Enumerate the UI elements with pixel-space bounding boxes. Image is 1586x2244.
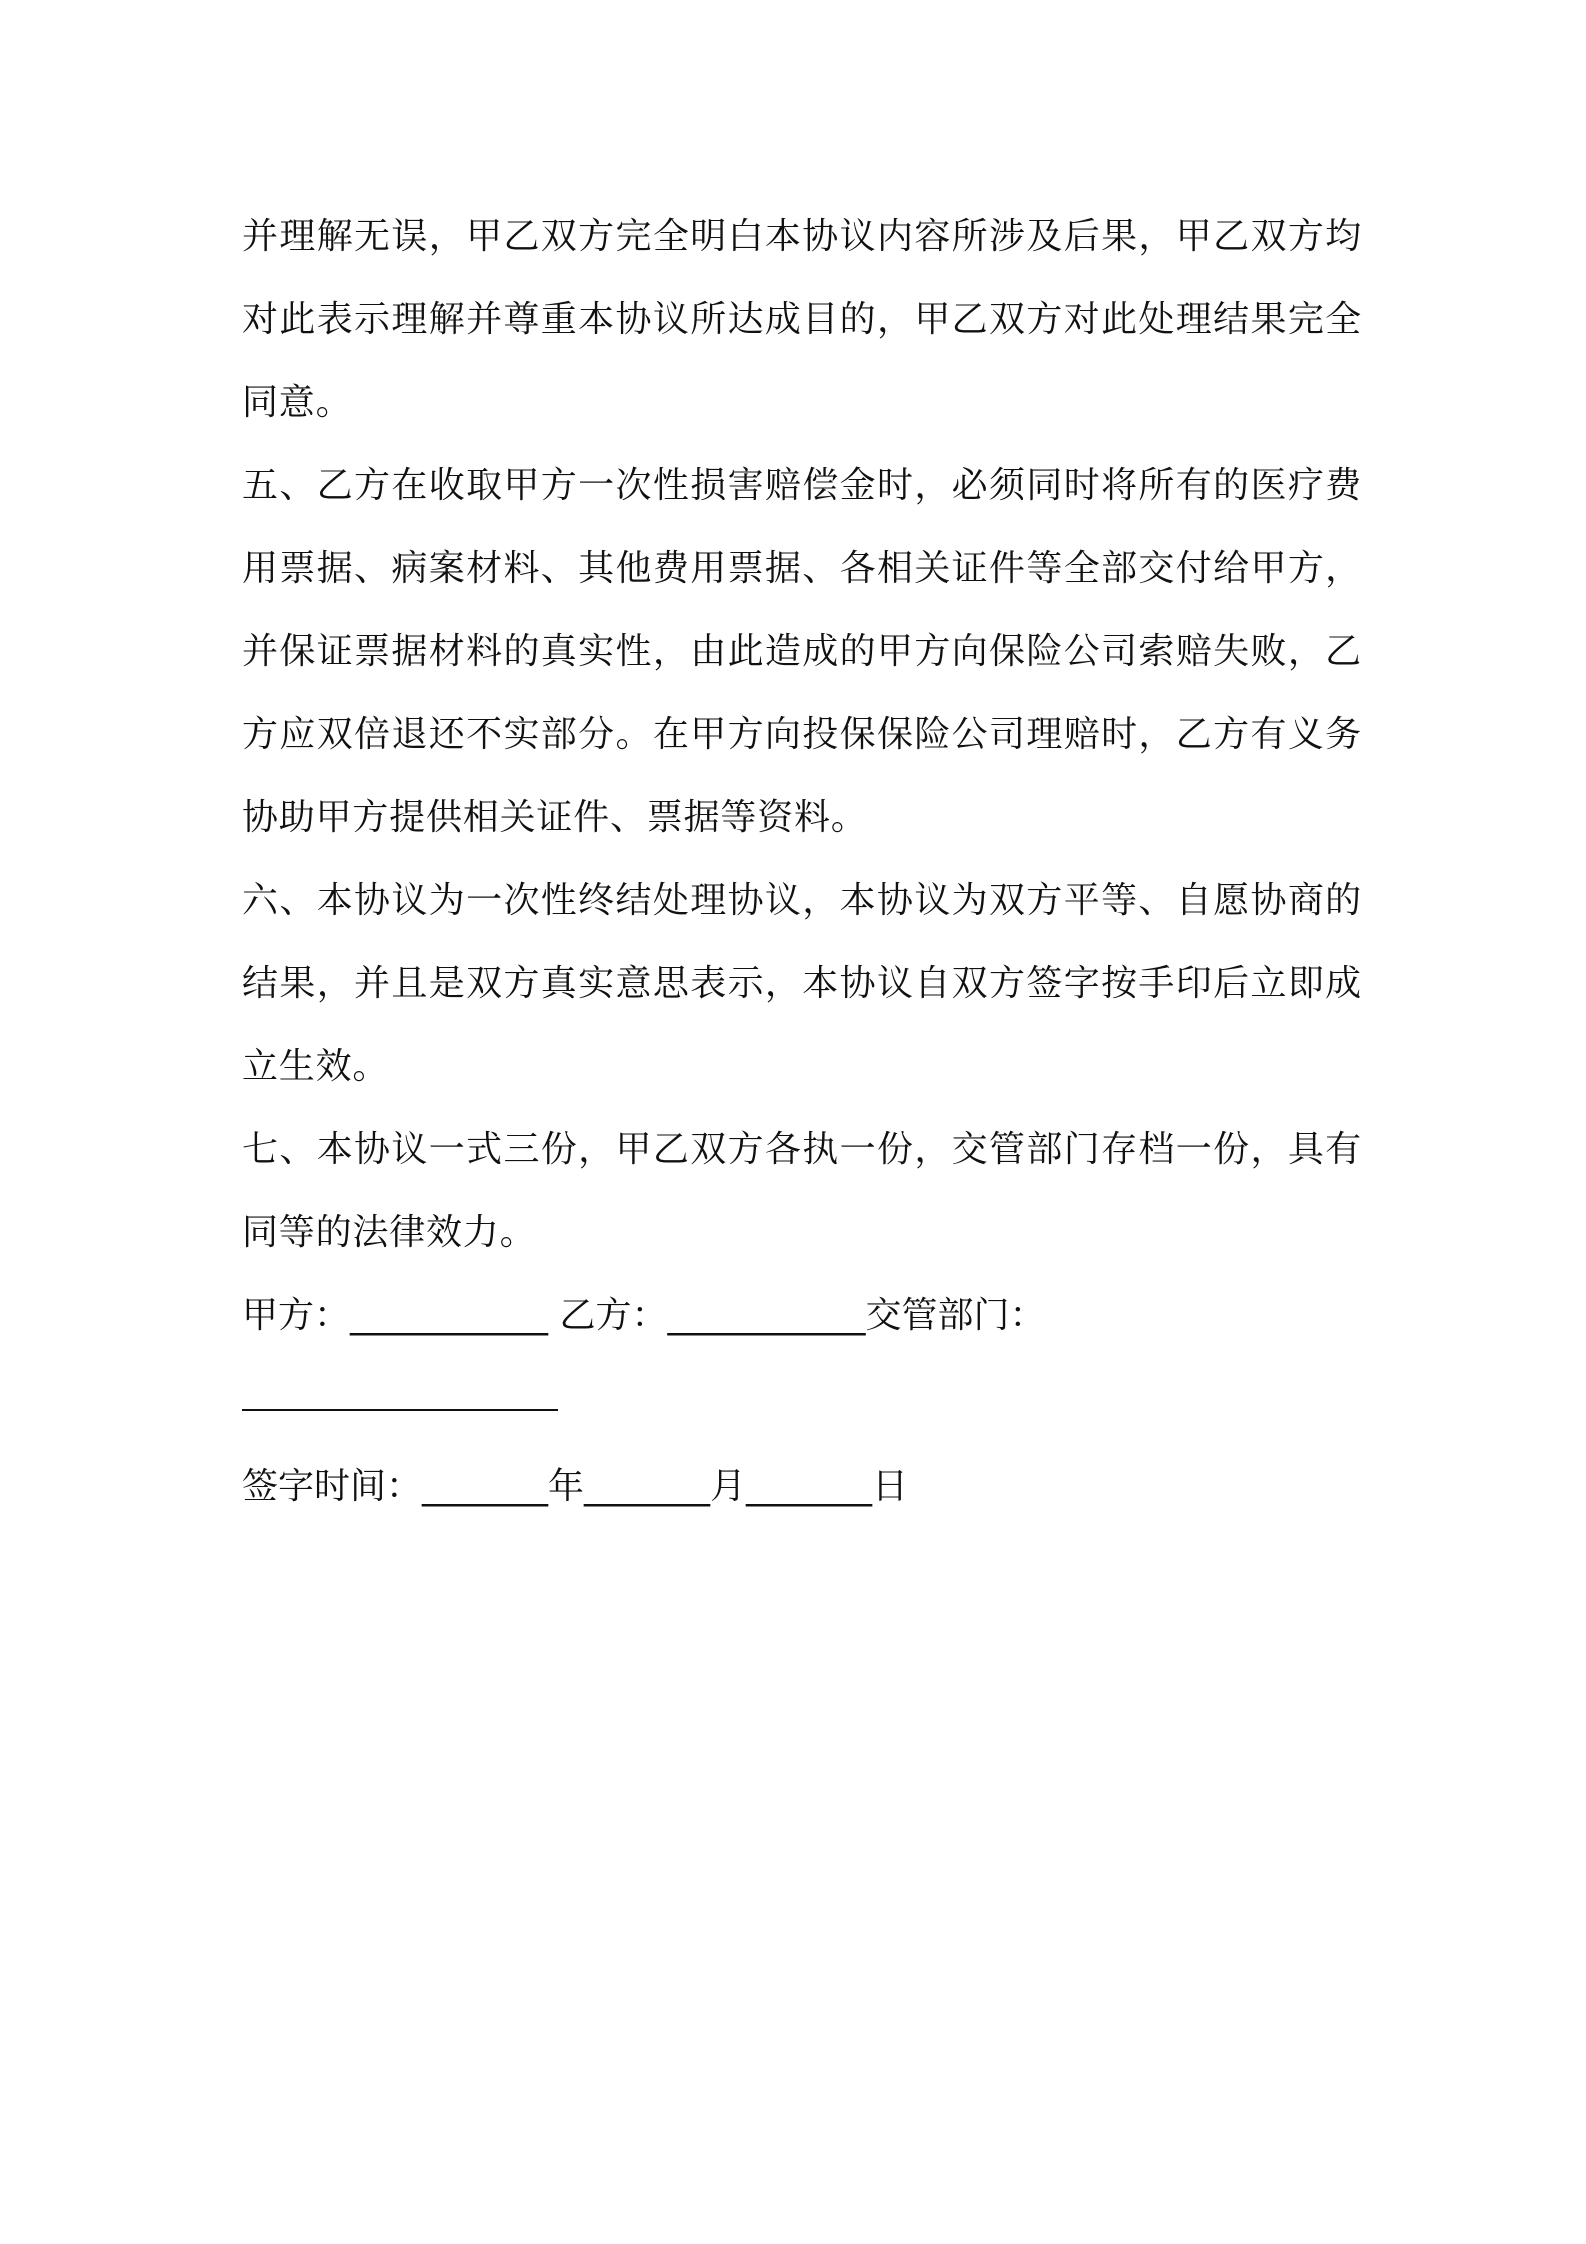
- paragraph-line: 同意。: [242, 382, 353, 423]
- paragraph-line: 并理解无误，甲乙双方完全明白本协议内容所涉及后果，甲乙双方均: [242, 216, 1362, 257]
- clause-5-line: 方应双倍退还不实部分。在甲方向投保保险公司理赔时，乙方有义务: [242, 714, 1362, 755]
- clause-5-line: 协助甲方提供相关证件、票据等资料。: [242, 797, 868, 838]
- signature-date-line: 签字时间：_______年_______月_______日: [242, 1466, 909, 1507]
- clause-6-line: 结果，并且是双方真实意思表示，本协议自双方签字按手印后立即成: [242, 963, 1362, 1004]
- paragraph-line: 对此表示理解并尊重本协议所达成目的，甲乙双方对此处理结果完全: [242, 299, 1362, 340]
- traffic-dept-signature-blank: [242, 1357, 1362, 1445]
- signature-parties-line: 甲方：___________ 乙方：___________交管部门：: [242, 1295, 1046, 1336]
- agreement-body: [242, 195, 1362, 1528]
- clause-5-line: 并保证票据材料的真实性，由此造成的甲方向保险公司索赔失败，乙: [242, 631, 1362, 672]
- clause-5-line: 用票据、病案材料、其他费用票据、各相关证件等全部交付给甲方，: [242, 548, 1362, 589]
- clause-6-line: 六、本协议为一次性终结处理协议，本协议为双方平等、自愿协商的: [242, 880, 1362, 921]
- clause-7-line: 同等的法律效力。: [242, 1212, 537, 1253]
- clause-5-line: 五、乙方在收取甲方一次性损害赔偿金时，必须同时将所有的医疗费: [242, 465, 1362, 506]
- clause-6-line: 立生效。: [242, 1046, 390, 1087]
- signature-rule: [242, 1409, 558, 1411]
- clause-7-line: 七、本协议一式三份，甲乙双方各执一份，交管部门存档一份，具有: [242, 1129, 1362, 1170]
